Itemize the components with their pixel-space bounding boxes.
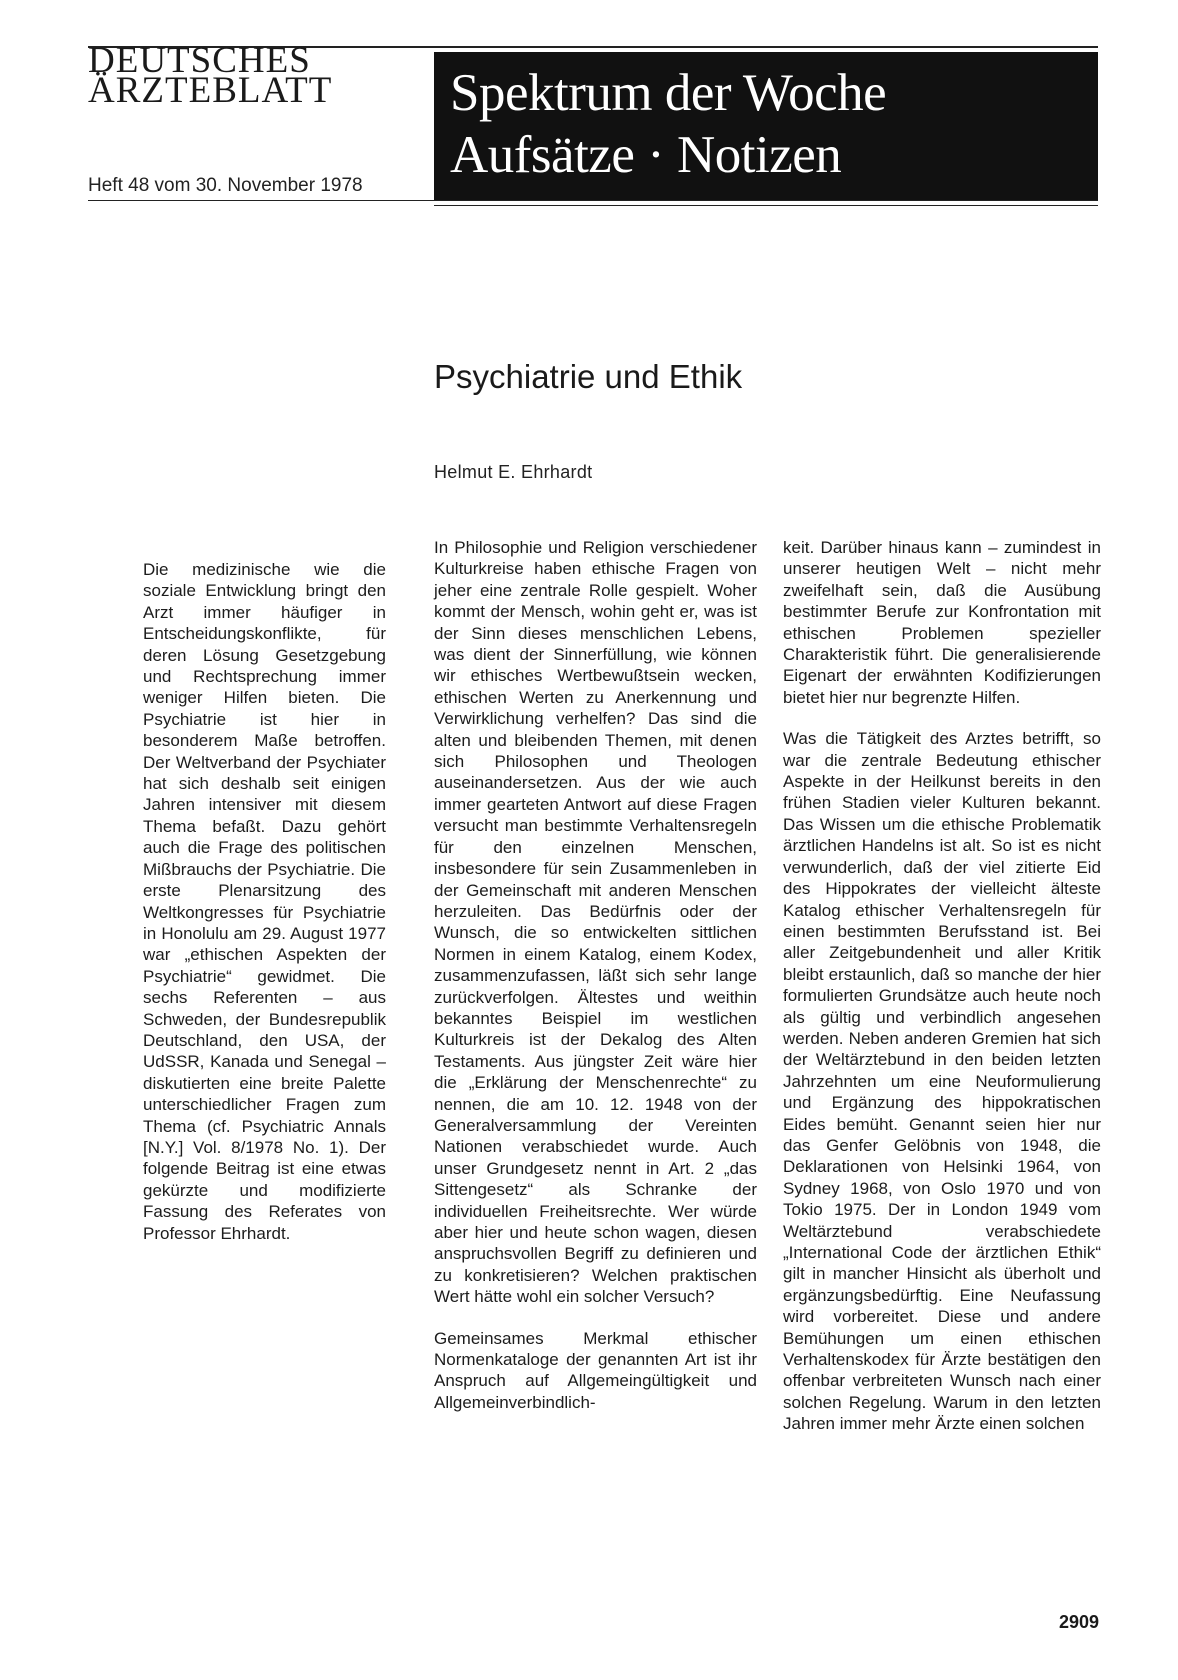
section-banner-text <box>450 62 886 186</box>
section-banner <box>434 52 1098 200</box>
journal-title-line2: ÄRZTEBLATT <box>88 70 333 111</box>
page-number: 2909 <box>1059 1612 1100 1632</box>
body-column-right <box>783 537 1101 1435</box>
article-title: Psychiatrie und Ethik <box>434 358 743 395</box>
body-column-middle <box>434 537 757 1413</box>
masthead-bottom-rule-thin <box>434 205 1098 206</box>
body-paragraph: Was die Tätigkeit des Arztes betrifft, so war die zentrale Bedeutung ethischer Aspekte in der Heilkunst bereits in den frühen Stadien vieler Kulturen bekannt. Das Wissen um die ethische Problematik ärztlichen Handelns ist alt. So ist es nicht verwunderlich, daß der viel zitierte Eid des Hippokrates der vielleicht älteste Katalog ethischer Verhaltensregeln für einen bestimmten Berufsstand ist. Bei aller Zeitgebundenheit und aller Kritik bleibt erstaunlich, daß so manche der hier formulierten Grundsätze auch heute noch als gültig und verbindlich angesehen werden. Neben anderen Gremien hat sich der Weltärztebund in den beiden letzten Jahrzehnten um eine Neuformulierung und Ergänzung des hippokratischen Eides bemüht. Genannt seien hier nur das Genfer Gelöbnis von 1948, die Deklarationen von Helsinki 1964, von Sydney 1968, von Oslo 1970 und von Tokio 1975. Der in London 1949 vom Weltärztebund verabschiedete „International Code der ärztlichen Ethik“ gilt in mancher Hinsicht als überholt und ergänzungsbedürftig. Eine Neufassung wird vorbereitet. Diese und andere Bemühungen um einen ethischen Verhaltenskodex für Ärzte bestätigen den offenbar verbreiteten Wunsch nach einer solchen Regelung. Warum in den letzten Jahren immer mehr Ärzte einen solchen <box>783 729 1101 1434</box>
body-paragraph: keit. Darüber hinaus kann – zumindest in unserer heutigen Welt – nicht mehr zweifelhaft sein, daß die Ausübung bestimmter Berufe zur Konfrontation mit ethischen Problemen spezieller Charakteristik führt. Die generalisierende Eigenart der erwähnten Kodifizierungen bietet hier nur begrenzte Hilfen. <box>783 538 1101 707</box>
issue-date: Heft 48 vom 30. November 1978 <box>88 175 363 196</box>
body-paragraph: Gemeinsames Merkmal ethischer Normenkataloge der genannten Art ist ihr Anspruch auf Allgemeingültigkeit und Allgemeinverbindlich- <box>434 1328 757 1412</box>
journal-title <box>88 40 418 111</box>
intro-column <box>143 559 386 1244</box>
section-subtitle: Aufsätze · Notizen <box>450 126 842 184</box>
section-title: Spektrum der Woche <box>450 64 887 122</box>
intro-text: Die medizinische wie die soziale Entwicklung bringt den Arzt immer häufiger in Entscheidungskonflikte, für deren Lösung Gesetzgebung und Rechtsprechung immer weniger Hilfen bieten. Die Psychiatrie ist hier in besonderem Maße betroffen. Der Weltverband der Psychiater hat sich deshalb seit einigen Jahren intensiver mit diesem Thema befaßt. Dazu gehört auch die Frage des politischen Mißbrauchs der Psychiatrie. Die erste Plenarsitzung des Weltkongresses für Psychiatrie in Honolulu am 29. August 1977 war „ethischen Aspekten der Psychiatrie“ gewidmet. Die sechs Referenten – aus Schweden, der Bundesrepublik Deutschland, den USA, der UdSSR, Kanada und Senegal – diskutierten eine breite Palette unterschiedlicher Fragen zum Thema (cf. Psychiatric Annals [N.Y.] Vol. 8/1978 No. 1). Der folgende Beitrag ist eine etwas gekürzte und modifizierte Fassung des Referates von Professor Ehrhardt. <box>143 560 386 1243</box>
article-author: Helmut E. Ehrhardt <box>434 462 593 482</box>
masthead-bottom-rule <box>88 200 1098 201</box>
body-paragraph: In Philosophie und Religion verschiedener Kulturkreise haben ethische Fragen von jeher eine zentrale Rolle gespielt. Woher kommt der Mensch, wohin geht er, was ist der Sinn dieses menschlichen Lebens, was dient der Sinnerfüllung, wie können wir ethisches Wertbewußtsein wecken, ethischen Werten zu Anerkennung und Verwirklichung verhelfen? Das sind die alten und bleibenden Themen, mit denen sich Philosophen und Theologen auseinandersetzen. Aus der wie auch immer gearteten Antwort auf diese Fragen versucht man bestimmte Verhaltensregeln für den einzelnen Menschen, insbesondere für sein Zusammenleben in der Gemeinschaft mit anderen Menschen herzuleiten. Das Bedürfnis oder der Wunsch, die so entwickelten sittlichen Normen in einem Katalog, einem Kodex, zusammenzufassen, läßt sich sehr lange zurückverfolgen. Ältestes und weithin bekanntes Beispiel im westlichen Kulturkreis ist der Dekalog des Alten Testaments. Aus jüngster Zeit wäre hier die „Erklärung der Menschenrechte“ zu nennen, die am 10. 12. 1948 von der Generalversammlung der Vereinten Nationen verabschiedet wurde. Auch unser Grundgesetz nennt in Art. 2 „das Sittengesetz“ als Schranke der individuellen Freiheitsrechte. Wer würde aber hier und heute schon wagen, diesen anspruchsvollen Begriff zu definieren und zu konkretisieren? Welchen praktischen Wert hätte wohl ein solcher Versuch? <box>434 538 757 1307</box>
journal-title-line1: DEUTSCHES <box>88 40 311 81</box>
